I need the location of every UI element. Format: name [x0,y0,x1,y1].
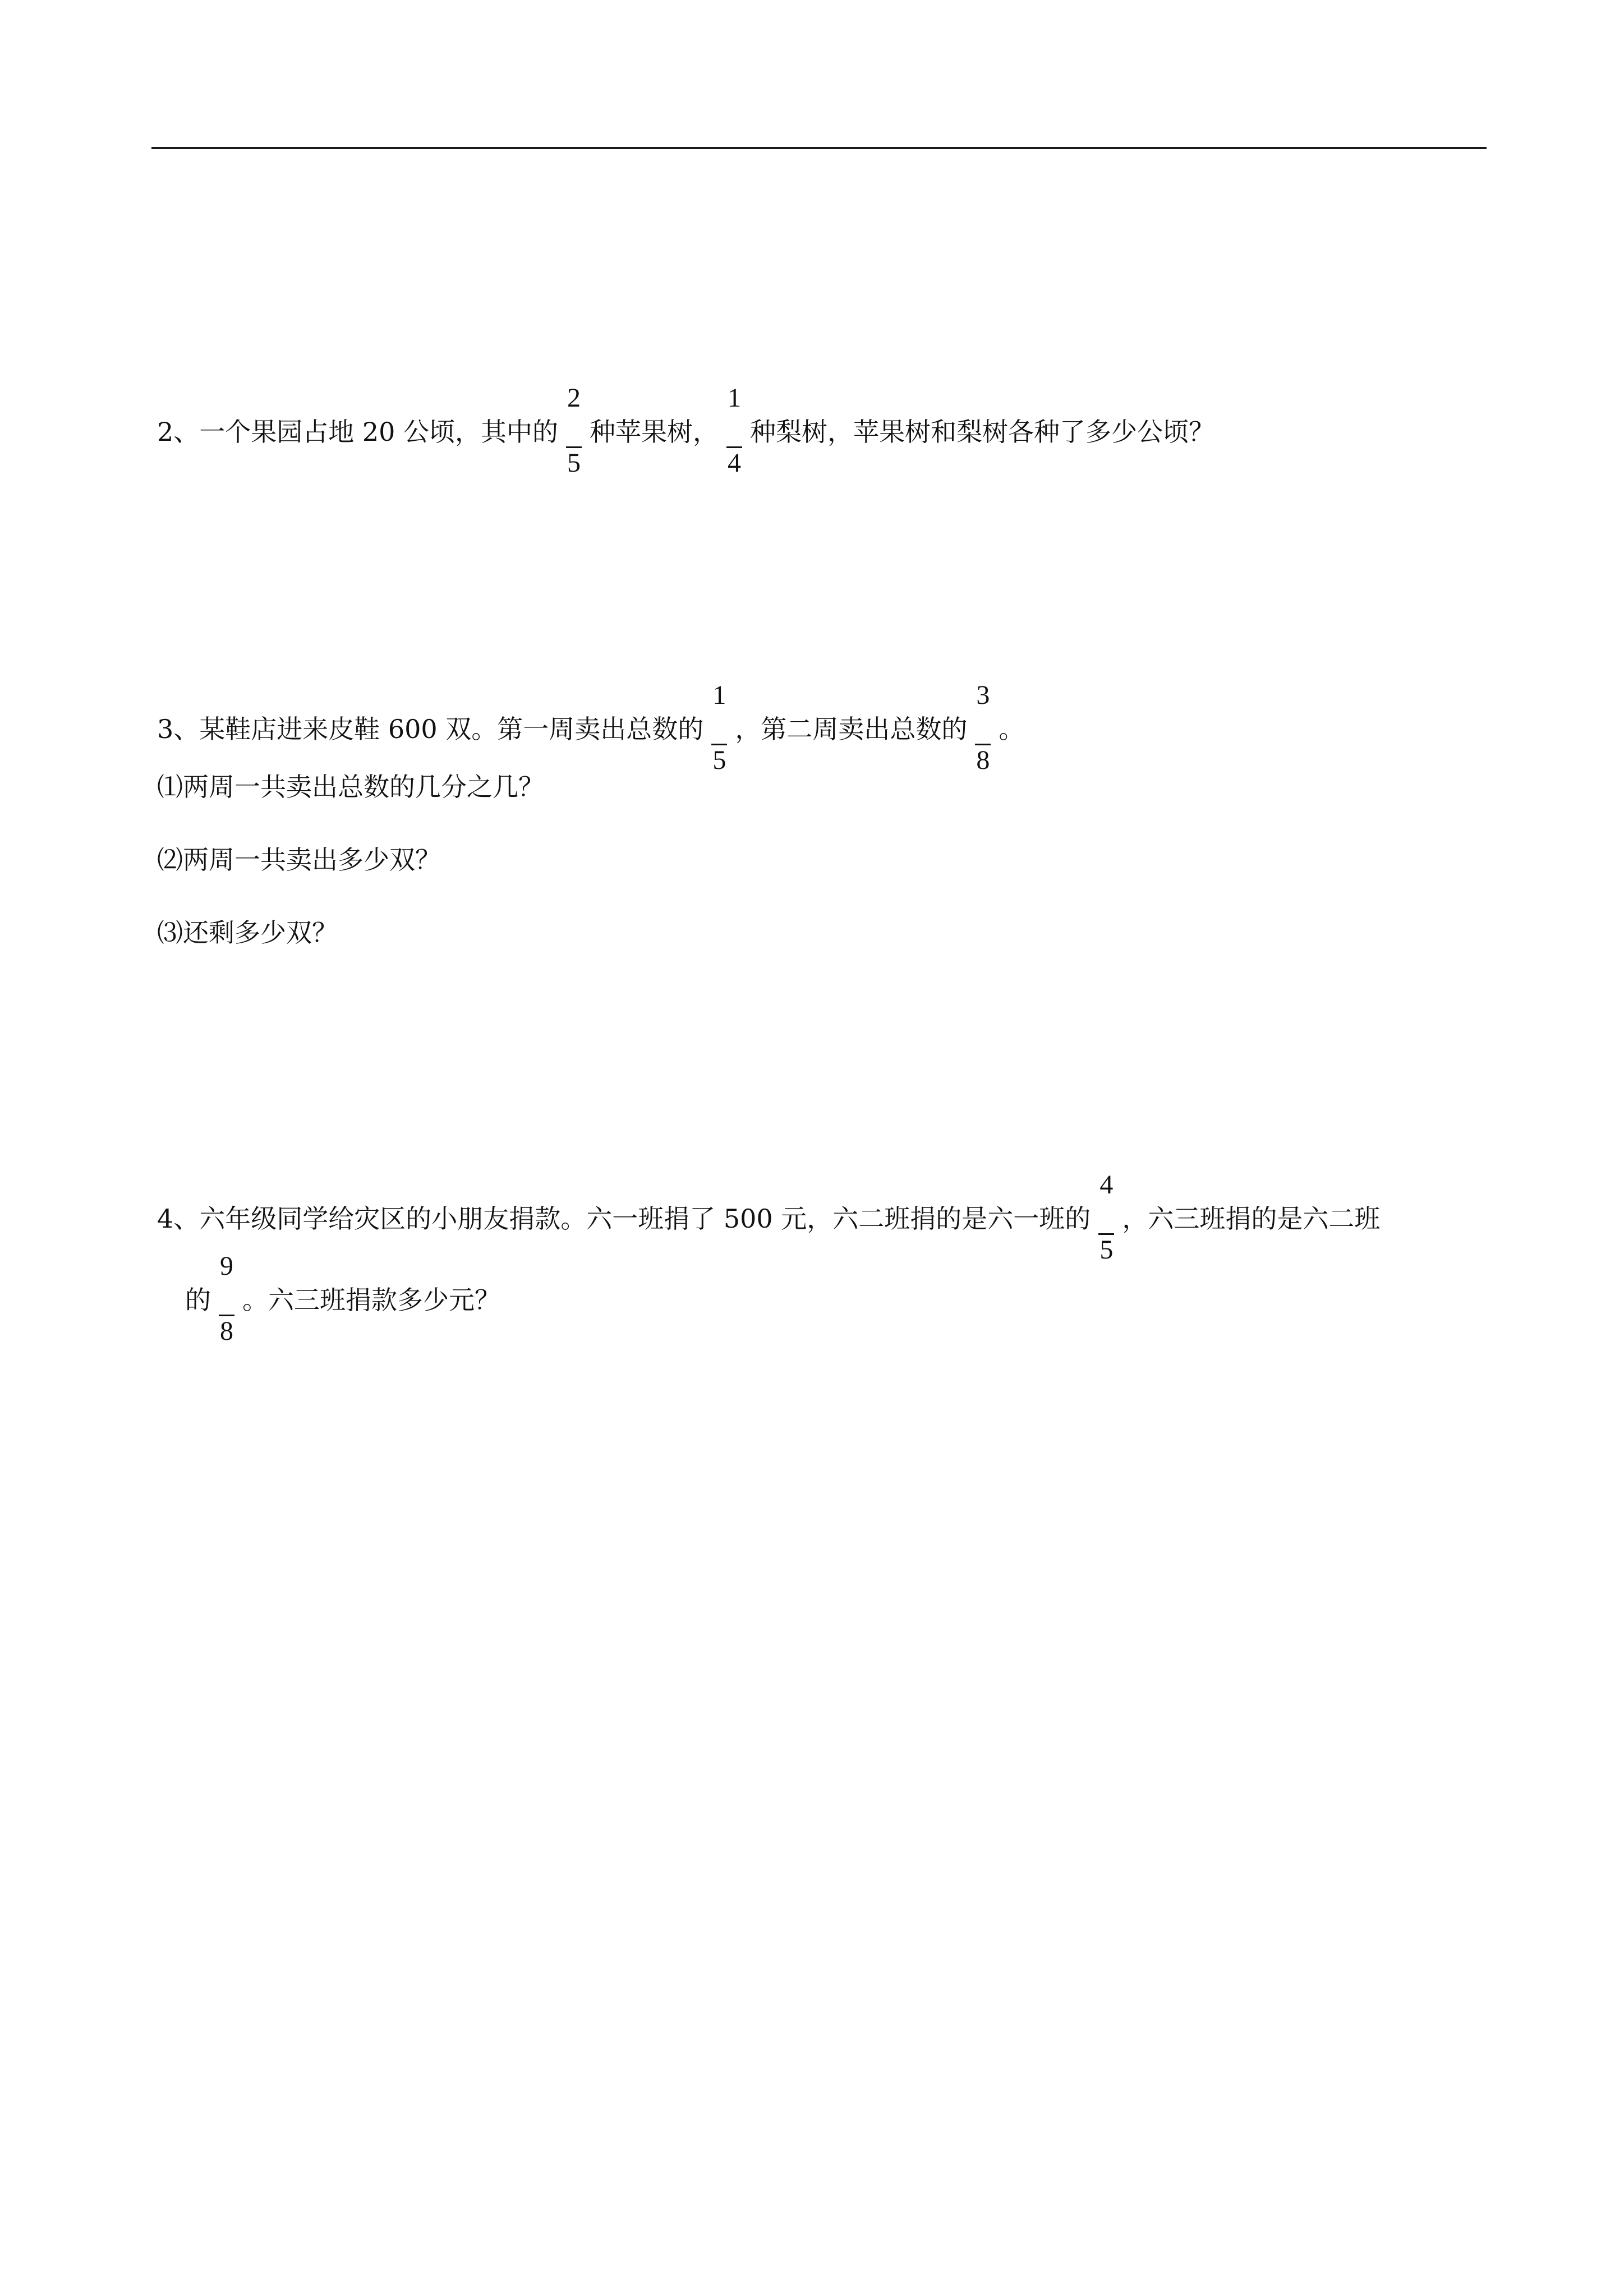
fraction-nine-eighths [215,1251,238,1346]
fraction-denominator: 5 [1099,1235,1114,1265]
fraction-three-eighths [972,680,994,775]
fraction-one-fifth [708,680,730,775]
fraction-denominator: 5 [712,745,726,775]
question-4-line-2 [185,1251,500,1346]
question-2-text-a: 2、一个果园占地 20 公顷，其中的 [157,417,559,447]
fraction-denominator: 8 [976,745,990,775]
question-2 [157,383,1215,478]
fraction-numerator: 3 [976,680,990,710]
question-3-sub-2: ⑵两周一共卖出多少双？ [157,845,441,875]
fraction-numerator: 9 [220,1251,233,1281]
question-3-sub-3: ⑶还剩多少双？ [157,918,338,948]
question-3-text-b: ，第二周卖出总数的 [735,714,968,744]
fraction-numerator: 4 [1099,1170,1114,1200]
fraction-two-fifths [563,383,585,478]
question-4-text-d: 。六三班捐款多少元？ [242,1285,500,1315]
question-2-text-b: 种苹果树， [590,417,719,447]
fraction-one-quarter [723,383,746,478]
fraction-four-fifths [1095,1170,1117,1265]
question-4-text-c: 的 [185,1285,211,1315]
question-3-text-a: 3、某鞋店进来皮鞋 600 双。第一周卖出总数的 [157,714,704,744]
fraction-numerator: 1 [728,383,742,413]
fraction-denominator: 8 [220,1316,233,1346]
question-4-line-1 [157,1170,1381,1265]
question-2-text-c: 种梨树，苹果树和梨树各种了多少公顷？ [750,417,1215,447]
question-4-text-a: 4、六年级同学给灾区的小朋友捐款。六一班捐了 500 元，六二班捐的是六一班的 [157,1204,1091,1234]
fraction-numerator: 1 [712,680,726,710]
fraction-numerator: 2 [567,383,581,413]
question-4-text-b: ，六三班捐的是六二班 [1122,1204,1381,1234]
fraction-denominator: 5 [567,448,581,478]
question-3-sub-1: ⑴两周一共卖出总数的几分之几？ [157,772,544,802]
fraction-denominator: 4 [728,448,742,478]
question-3-text-c: 。 [999,714,1025,744]
header-rule [151,147,1487,149]
question-3 [157,680,1025,775]
